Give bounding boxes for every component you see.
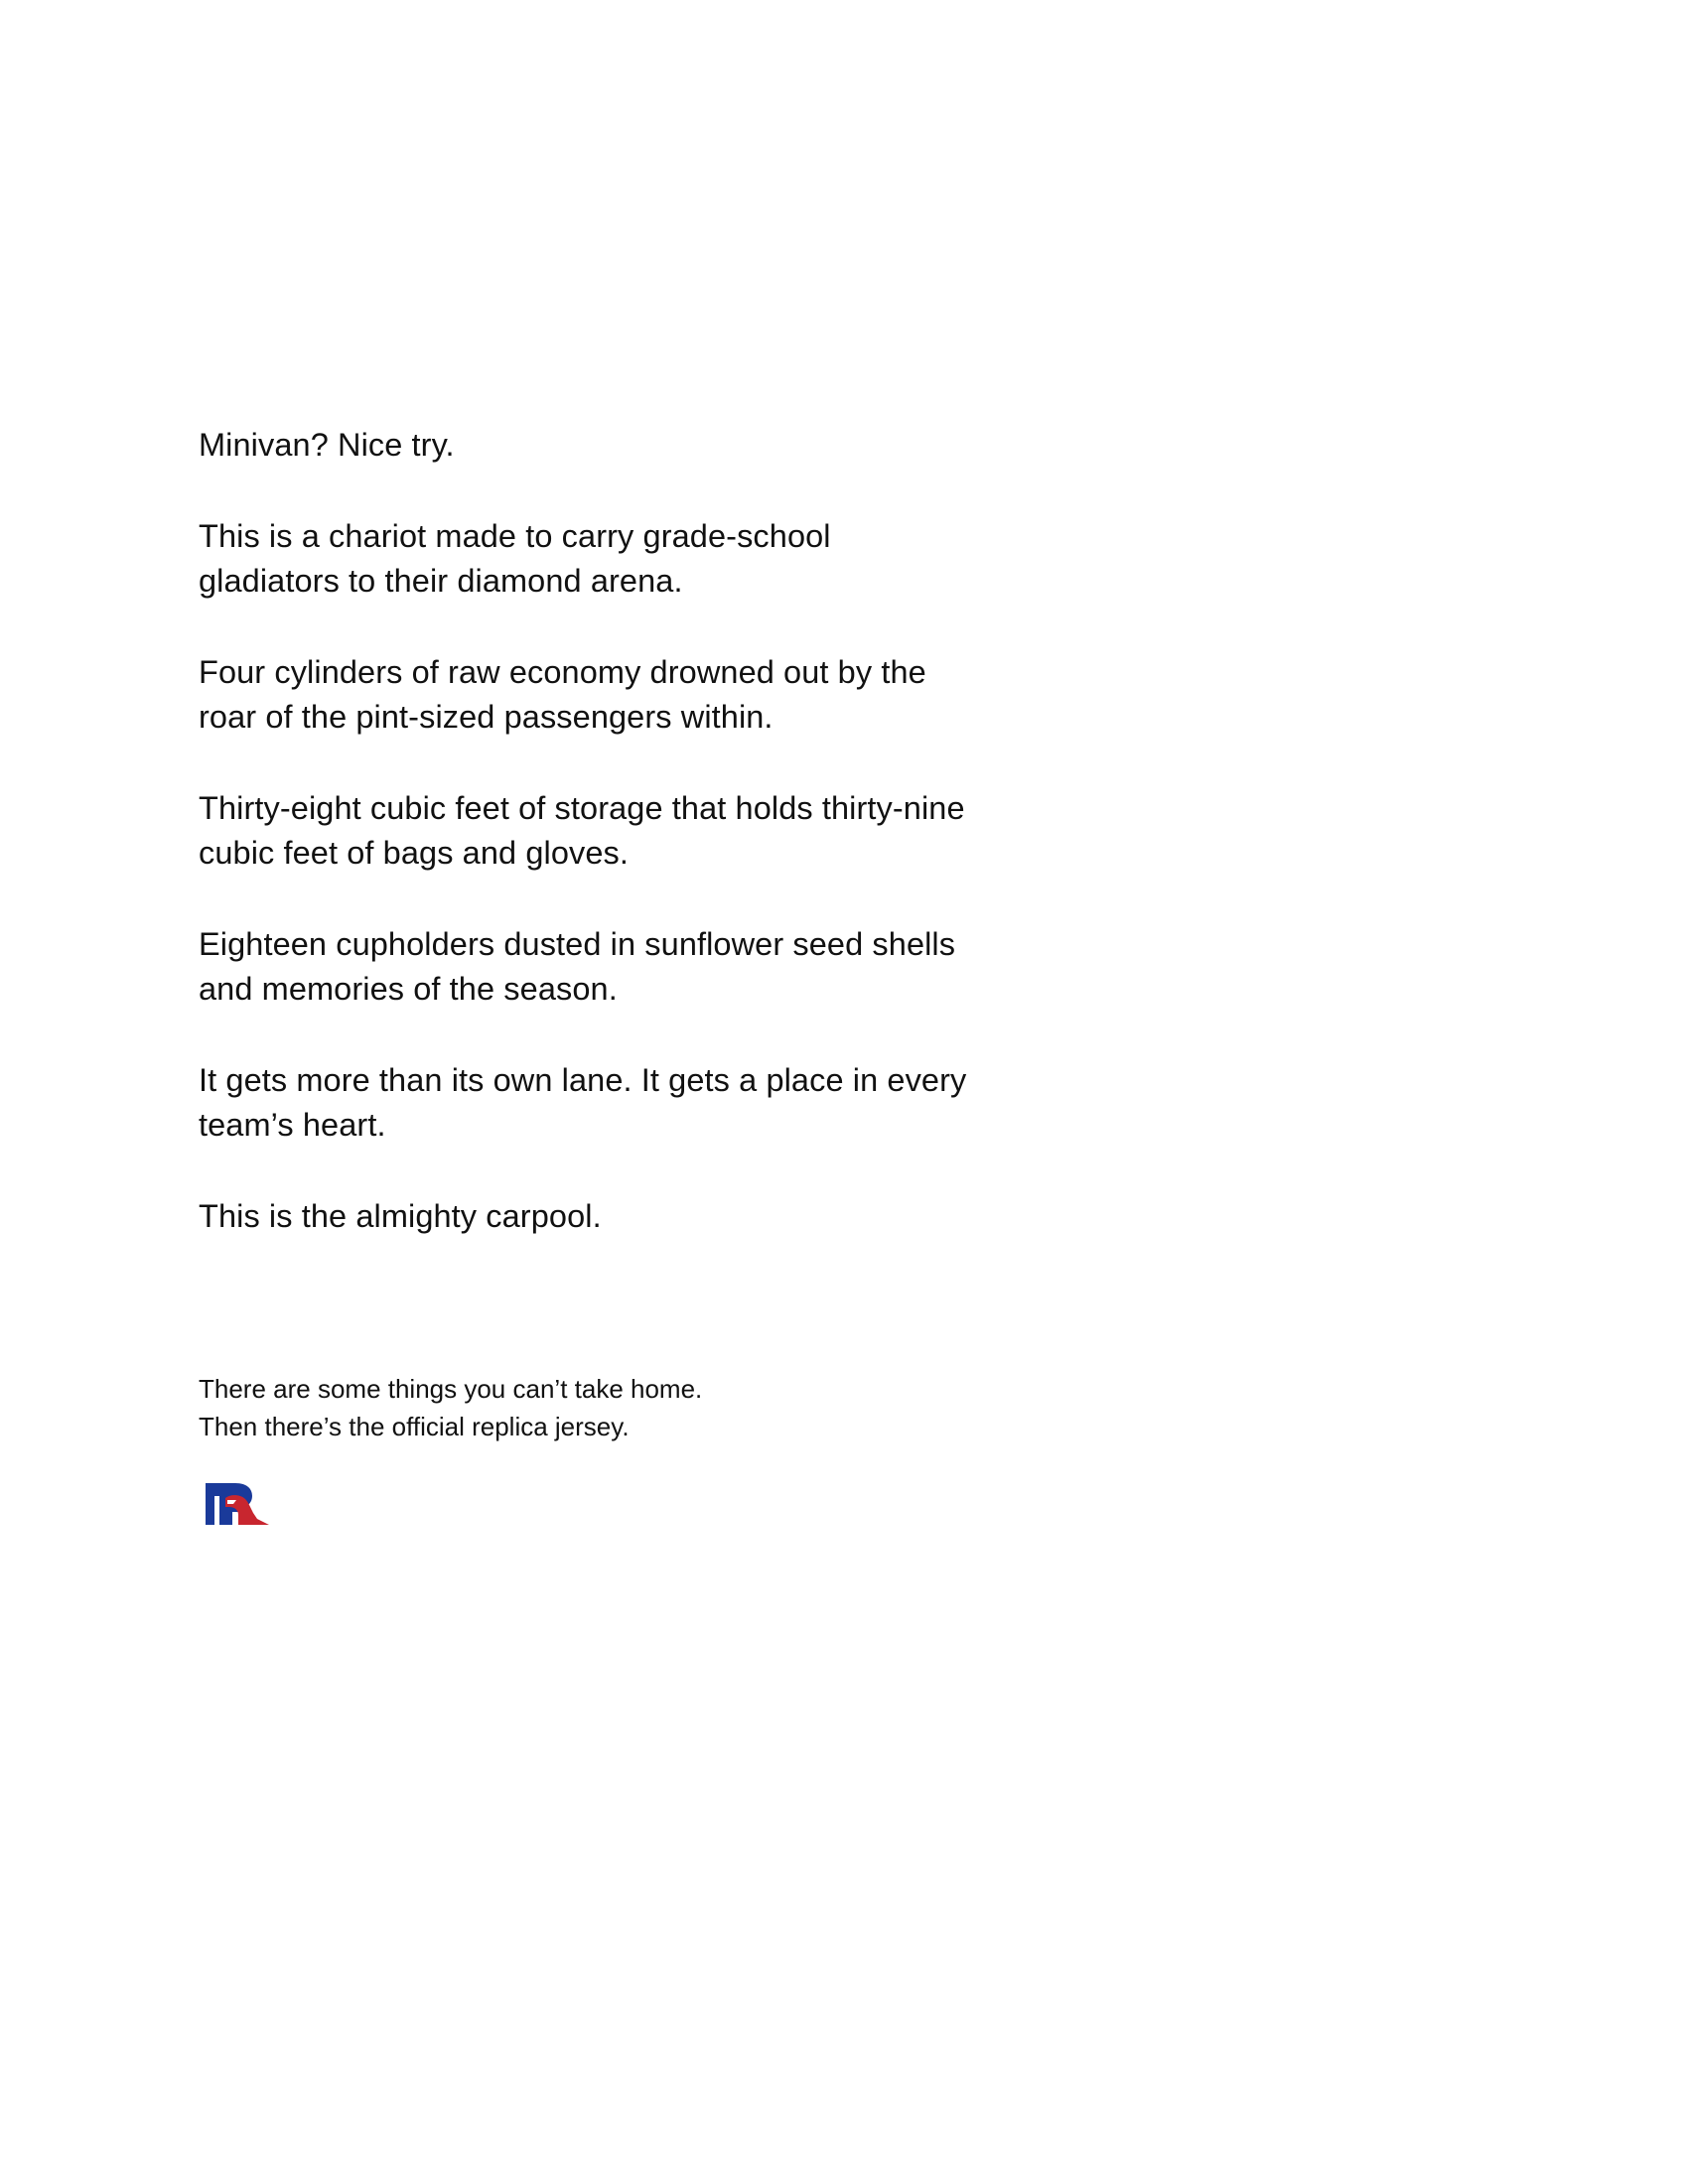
body-copy (199, 423, 1013, 1285)
headline (199, 423, 1013, 469)
paragraph-line: Eighteen cupholders dusted in sunflower seed shells (199, 925, 956, 962)
closing-line (199, 1194, 1013, 1240)
closing-text: This is the almighty carpool. (199, 1197, 602, 1234)
paragraph-line: Four cylinders of raw economy drowned out by the (199, 653, 926, 690)
tagline-line-1: There are some things you can’t take home. (199, 1374, 703, 1404)
paragraph-line: cubic feet of bags and gloves. (199, 835, 630, 871)
tagline (199, 1370, 953, 1445)
paragraph-line: It gets more than its own lane. It gets a place in every (199, 1061, 967, 1098)
tagline-line-2: Then there’s the official replica jersey. (199, 1412, 630, 1441)
paragraph-line: gladiators to their diamond arena. (199, 563, 683, 599)
paragraph-line: team’s heart. (199, 1107, 386, 1143)
headline-text: Minivan? Nice try. (199, 427, 455, 463)
paragraph-line: roar of the pint-sized passengers within. (199, 699, 774, 735)
paragraph-line: and memories of the season. (199, 971, 618, 1007)
paragraph-storage (199, 786, 1013, 877)
paragraph-line: This is a chariot made to carry grade-school (199, 517, 831, 554)
russell-athletic-r-logo-icon (206, 1483, 269, 1525)
paragraph-lane (199, 1058, 1013, 1149)
paragraph-cylinders (199, 650, 1013, 741)
paragraph-cupholders (199, 922, 1013, 1013)
paragraph-line: Thirty-eight cubic feet of storage that holds thirty-nine (199, 789, 965, 826)
paragraph-chariot (199, 514, 1013, 605)
